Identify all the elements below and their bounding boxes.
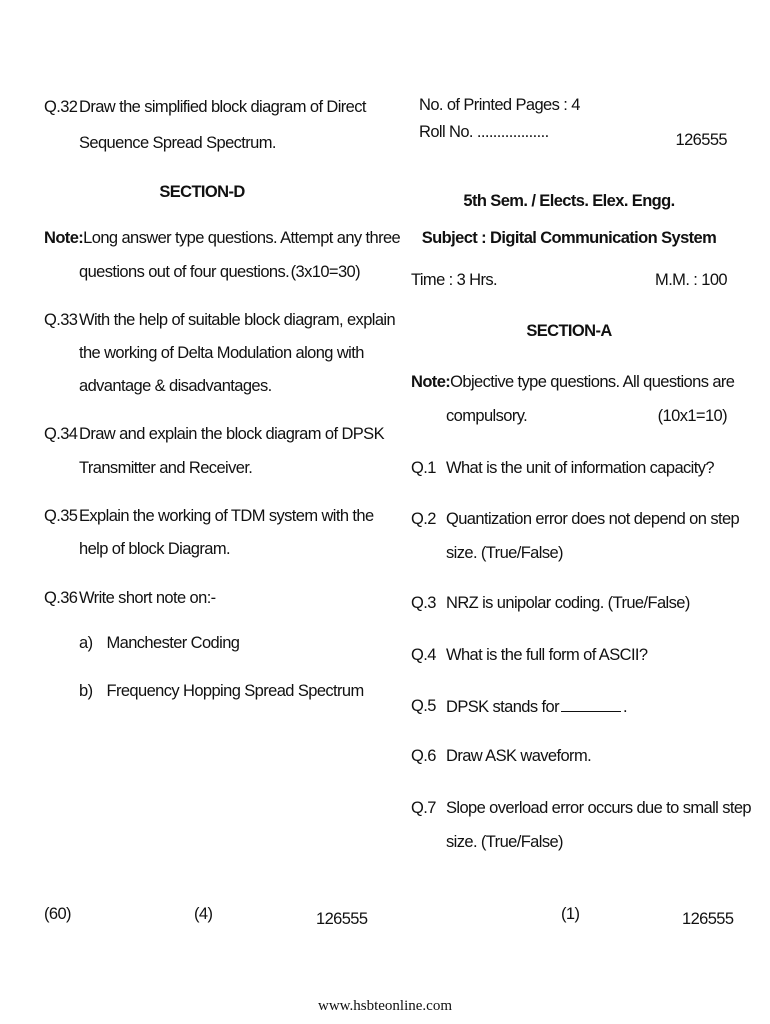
- note-label: Note:: [411, 373, 451, 391]
- question-text-line: size. (True/False): [446, 833, 563, 851]
- question-number: Q.4: [411, 646, 436, 664]
- question-number: Q.36: [44, 589, 78, 607]
- sub-item-text: Manchester Coding: [106, 634, 240, 652]
- question-text: DPSK stands for: [446, 698, 559, 716]
- footer-page-number: (4): [194, 905, 213, 923]
- paper-code: 126555: [675, 131, 727, 149]
- question-number: Q.5: [411, 697, 436, 715]
- note-text: Long answer type questions. Attempt any three: [83, 229, 401, 247]
- sub-item-label: a): [79, 634, 93, 652]
- question-text-line: Slope overload error occurs due to small step: [446, 799, 751, 817]
- semester-heading: 5th Sem. / Elects. Elex. Engg.: [463, 192, 675, 210]
- question-text-line: With the help of suitable block diagram, explain: [79, 311, 396, 329]
- question-text: What is the full form of ASCII?: [446, 646, 648, 664]
- question-text-line: advantage & disadvantages.: [79, 377, 272, 395]
- time: Time : 3 Hrs.: [411, 271, 498, 289]
- note-label: Note:: [44, 229, 84, 247]
- sub-item-b: [79, 682, 364, 701]
- question-text-line: Draw and explain the block diagram of DPSK: [79, 425, 384, 443]
- sub-item-a: [79, 634, 239, 653]
- sub-item-label: b): [79, 682, 93, 700]
- question-number: Q.1: [411, 459, 436, 477]
- printed-pages: No. of Printed Pages : 4: [419, 96, 580, 114]
- answer-blank: [561, 697, 621, 712]
- question-text-line: Write short note on:-: [79, 589, 216, 607]
- question-text: Draw the simplified block diagram of Direct: [79, 98, 366, 116]
- subject-heading: Subject : Digital Communication System: [421, 229, 717, 247]
- section-heading: SECTION-A: [526, 322, 612, 340]
- question-number: Q.7: [411, 799, 436, 817]
- roll-number: Roll No. ..................: [419, 123, 549, 141]
- question-text-line: Explain the working of TDM system with the: [79, 507, 374, 525]
- question-text-line: the working of Delta Modulation along with: [79, 344, 364, 362]
- question-number: Q.3: [411, 594, 436, 612]
- footer-page-number: (1): [561, 905, 580, 923]
- section-heading: SECTION-D: [159, 183, 245, 201]
- question-text-line: Sequence Spread Spectrum.: [79, 134, 276, 152]
- question-text: What is the unit of information capacity?: [446, 459, 714, 477]
- note-line: [44, 229, 401, 248]
- question-end: .: [622, 698, 627, 716]
- marks: (3x10=30): [290, 263, 360, 281]
- question-number: Q.6: [411, 747, 436, 765]
- right-column: [411, 0, 751, 1024]
- note-line: [411, 373, 735, 392]
- question-number: Q.32: [44, 98, 78, 116]
- website-link[interactable]: www.hsbteonline.com: [317, 998, 452, 1014]
- note-line: questions out of four questions.: [79, 263, 290, 281]
- footer-code: 126555: [682, 910, 734, 928]
- footer-count: (60): [44, 905, 71, 923]
- question-number: Q.34: [44, 425, 78, 443]
- question-number: Q.33: [44, 311, 78, 329]
- question-number: Q.2: [411, 510, 436, 528]
- question-text-line: [446, 697, 727, 717]
- question-text-line: Quantization error does not depend on step: [446, 510, 740, 528]
- sub-item-text: Frequency Hopping Spread Spectrum: [106, 682, 364, 700]
- question-text-line: size. (True/False): [446, 544, 563, 562]
- marks: (10x1=10): [657, 407, 727, 425]
- question-text: NRZ is unipolar coding. (True/False): [446, 594, 690, 612]
- question-text: Draw ASK waveform.: [446, 747, 592, 765]
- question-text-line: [79, 98, 366, 117]
- note-line: compulsory.: [446, 407, 528, 425]
- question-number: Q.35: [44, 507, 78, 525]
- question-text-line: help of block Diagram.: [79, 540, 230, 558]
- footer-code: 126555: [316, 910, 368, 928]
- question-text-line: Transmitter and Receiver.: [79, 459, 253, 477]
- time-marks-row: [411, 271, 727, 290]
- note-text: Objective type questions. All questions are: [450, 373, 735, 391]
- max-marks: M.M. : 100: [655, 271, 727, 289]
